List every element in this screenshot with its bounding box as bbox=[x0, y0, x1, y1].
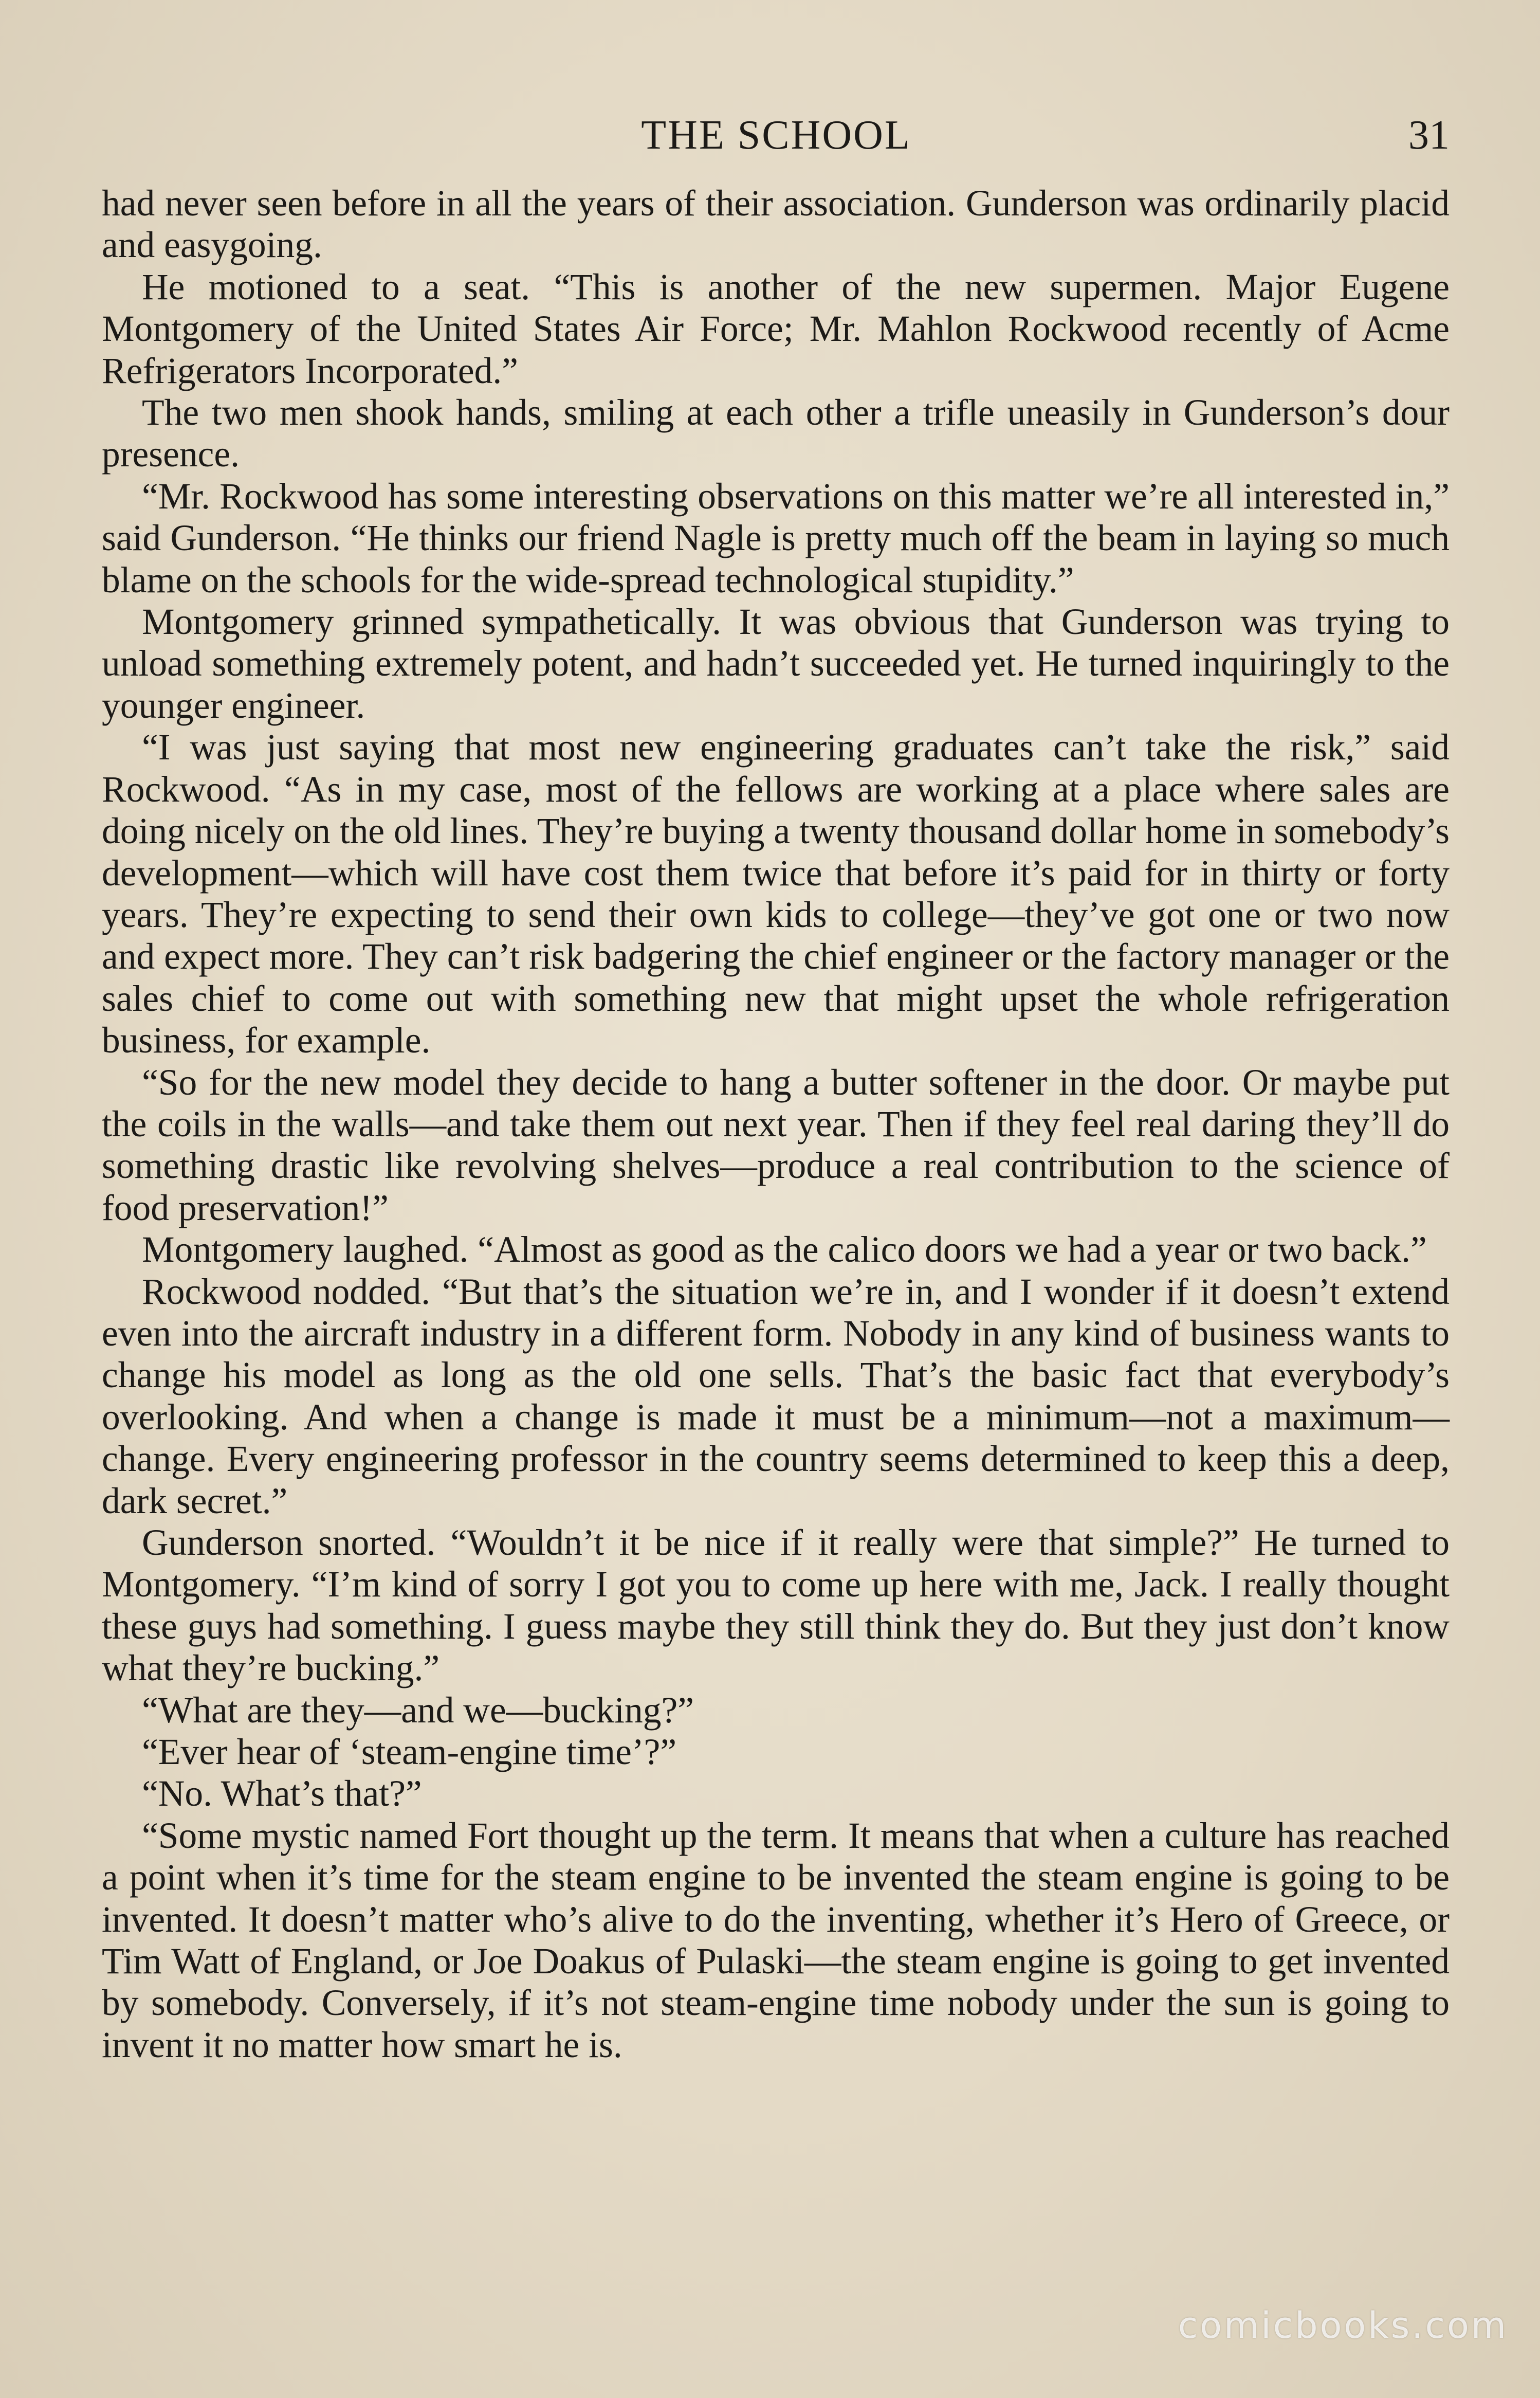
paragraph: “Some mystic named Fort thought up the term. It means that when a culture has reached a point when it’s time for the steam engine to be invented the steam engine is going to be invented. It doesn’t matter who’s alive to do the inventing, whether it’s Hero of Greece, or Tim Watt of England, or Joe Doakus of Pulaski—the steam engine is going to get invented by somebody. Conversely, if it’s not steam-engine time nobody under the sun is going to invent it no matter how smart he is. bbox=[102, 1815, 1450, 2065]
paragraph: Rockwood nodded. “But that’s the situation we’re in, and I wonder if it doesn’t extend even into the aircraft industry in a different form. Nobody in any kind of business wants to change his model as long as the old one sells. That’s the basic fact that everybody’s overlooking. And when a change is made it must be a minimum—not a maximum—change. Every engineering professor in the country seems determined to keep this a deep, dark secret.” bbox=[102, 1271, 1450, 1521]
paragraph: “What are they—and we—bucking?” bbox=[142, 1690, 694, 1731]
paragraph: Montgomery laughed. “Almost as good as the calico doors we had a year or two back.” bbox=[142, 1229, 1427, 1270]
paragraph: The two men shook hands, smiling at each other a trifle uneasily in Gunderson’s dour presence. bbox=[102, 392, 1450, 475]
body-text bbox=[102, 183, 1450, 2066]
paragraph: Montgomery grinned sympathetically. It was obvious that Gunderson was trying to unload something extremely potent, and hadn’t succeeded yet. He turned inquiringly to the younger engineer. bbox=[102, 602, 1450, 726]
paragraph: He motioned to a seat. “This is another of the new supermen. Major Eugene Montgomery of the United States Air Force; Mr. Mahlon Rockwood recently of Acme Refrigerators Incorporated.” bbox=[102, 266, 1450, 391]
paragraph: had never seen before in all the years of their association. Gunderson was ordinarily placid and easygoing. bbox=[102, 183, 1450, 266]
paragraph: “So for the new model they decide to hang a butter softener in the door. Or maybe put the coils in the walls—and take them out next year. Then if they feel real daring they’ll do something drastic like revolving shelves—produce a real contribution to the science of food preservation!” bbox=[102, 1062, 1450, 1228]
paragraph: “Mr. Rockwood has some interesting observations on this matter we’re all interested in,” said Gunderson. “He thinks our friend Nagle is pretty much off the beam in laying so much blame on the schools for the wide-spread technological stupidity.” bbox=[102, 476, 1450, 601]
paragraph: “I was just saying that most new engineering graduates can’t take the risk,” said Rockwood. “As in my case, most of the fellows are working at a place where sales are doing nicely on the old lines. They’re buying a twenty thousand dollar home in somebody’s development—which will have cost them twice that before it’s paid for in thirty or forty years. They’re expecting to send their own kids to college—they’ve got one or two now and expect more. They can’t risk badgering the chief engineer or the factory manager or the sales chief to come out with something new that might upset the whole refrigeration business, for example. bbox=[102, 727, 1450, 1061]
paragraph: “No. What’s that?” bbox=[142, 1773, 422, 1814]
page-number: 31 bbox=[1408, 113, 1450, 158]
paragraph: “Ever hear of ‘steam-engine time’?” bbox=[142, 1732, 677, 1773]
running-head: THE SCHOOL bbox=[641, 113, 911, 158]
paragraph: Gunderson snorted. “Wouldn’t it be nice if it really were that simple?” He turned to Montgomery. “I’m kind of sorry I got you to come up here with me, Jack. I really thought these guys had something. I guess maybe they still think they do. But they just don’t know what they’re bucking.” bbox=[102, 1522, 1450, 1689]
watermark: comicbooks.com bbox=[1178, 2304, 1508, 2347]
page-header bbox=[103, 112, 1450, 169]
